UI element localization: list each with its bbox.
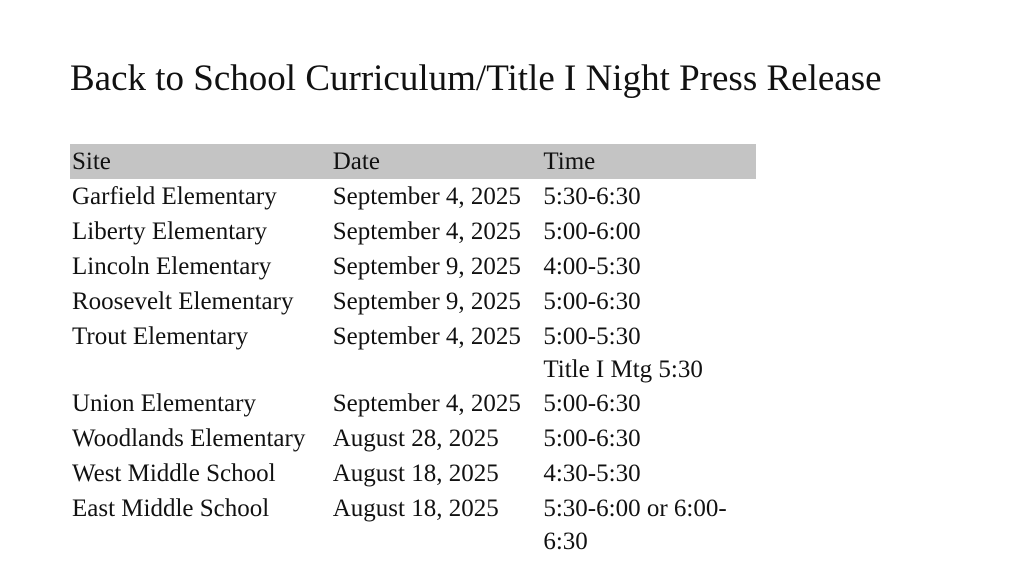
date-cell: September 4, 2025 bbox=[332, 390, 521, 417]
page-title: Back to School Curriculum/Title I Night Press Release bbox=[70, 58, 882, 99]
header-date: Date bbox=[332, 148, 380, 175]
table-body bbox=[70, 179, 756, 558]
time-note: Title I Mtg 5:30 bbox=[543, 356, 703, 383]
date-cell: August 18, 2025 bbox=[332, 460, 499, 487]
site-cell: Liberty Elementary bbox=[72, 218, 268, 245]
time-text: 5:00-6:30 bbox=[543, 425, 641, 452]
time-cell bbox=[541, 319, 756, 386]
table-row bbox=[70, 179, 756, 214]
time-cell bbox=[541, 284, 756, 319]
time-text: 5:00-6:30 bbox=[543, 390, 641, 417]
time-cell bbox=[541, 491, 756, 558]
time-text: 5:00-6:00 bbox=[543, 218, 641, 245]
site-cell: Roosevelt Elementary bbox=[72, 288, 294, 315]
time-cell bbox=[541, 214, 756, 249]
time-cell bbox=[541, 386, 756, 421]
table-row bbox=[70, 214, 756, 249]
time-text: 4:00-5:30 bbox=[543, 253, 641, 280]
date-cell: September 9, 2025 bbox=[332, 288, 521, 315]
date-cell: September 9, 2025 bbox=[332, 253, 521, 280]
time-cell bbox=[541, 179, 756, 214]
date-cell: September 4, 2025 bbox=[332, 218, 521, 245]
header-time: Time bbox=[543, 148, 596, 175]
table-row bbox=[70, 491, 756, 558]
date-cell: September 4, 2025 bbox=[332, 323, 521, 350]
site-cell: Woodlands Elementary bbox=[72, 425, 306, 452]
table-row bbox=[70, 284, 756, 319]
date-cell: September 4, 2025 bbox=[332, 183, 521, 210]
table-row bbox=[70, 319, 756, 386]
site-cell: East Middle School bbox=[72, 495, 270, 522]
time-text: 5:00-6:30 bbox=[543, 288, 641, 315]
table-row bbox=[70, 456, 756, 491]
time-text: 5:00-5:30 bbox=[543, 323, 641, 350]
time-text: 5:30-6:30 bbox=[543, 183, 641, 210]
table-row bbox=[70, 386, 756, 421]
date-cell: August 18, 2025 bbox=[332, 495, 499, 522]
site-cell: West Middle School bbox=[72, 460, 276, 487]
site-cell: Lincoln Elementary bbox=[72, 253, 272, 280]
table-row bbox=[70, 249, 756, 284]
time-text: 5:30-6:00 or 6:00- bbox=[543, 495, 727, 522]
time-cell bbox=[541, 456, 756, 491]
date-cell: August 28, 2025 bbox=[332, 425, 499, 452]
time-cell bbox=[541, 249, 756, 284]
time-text-continued: 6:30 bbox=[543, 528, 588, 555]
table-row bbox=[70, 421, 756, 456]
table-header bbox=[70, 144, 756, 179]
schedule-table bbox=[70, 144, 756, 558]
site-cell: Trout Elementary bbox=[72, 323, 249, 350]
time-cell bbox=[541, 421, 756, 456]
header-site: Site bbox=[72, 148, 111, 175]
site-cell: Union Elementary bbox=[72, 390, 256, 417]
time-text: 4:30-5:30 bbox=[543, 460, 641, 487]
header-row bbox=[70, 144, 756, 179]
site-cell: Garfield Elementary bbox=[72, 183, 277, 210]
